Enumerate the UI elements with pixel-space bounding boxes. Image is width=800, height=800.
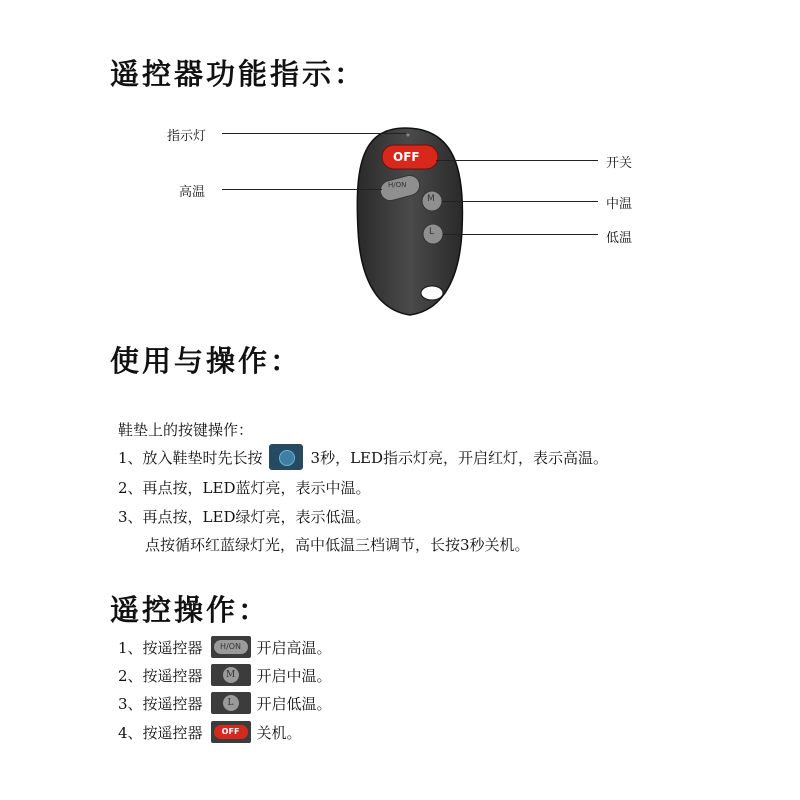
switch-leader-line: [436, 160, 598, 161]
remote-functions-heading: 遥控器功能指示：: [110, 57, 367, 91]
usage-heading: 使用与操作：: [110, 344, 303, 378]
l-button-icon: [211, 692, 251, 714]
remote-op-4: [118, 719, 302, 745]
off-button-icon: [211, 721, 251, 743]
low-temp-label: 低温: [606, 231, 633, 246]
usage-note-text: 点按循环红蓝绿灯光，高中低温三档调节，长按3秒关机。: [145, 535, 530, 554]
usage-step-2: [118, 474, 370, 500]
m-button-label: M: [427, 194, 435, 204]
mid-temp-label: 中温: [606, 197, 633, 212]
usage-intro-text: 鞋垫上的按键操作：: [118, 420, 254, 439]
remote-op-2: [118, 662, 332, 688]
usage-intro: [118, 416, 253, 442]
off-icon-label: OFF: [214, 725, 248, 739]
remote-op-1: [118, 634, 332, 660]
indicator-leader-line: [222, 133, 406, 134]
remote-op-3: [118, 690, 332, 716]
h-on-icon-label: H/ON: [214, 640, 248, 654]
l-icon-label: L: [223, 695, 239, 711]
remote-op-2-suffix: 开启中温。: [256, 666, 332, 685]
remote-op-3-suffix: 开启低温。: [256, 694, 332, 713]
remote-control-image: [0, 0, 800, 330]
remote-op-2-prefix: 2、按遥控器: [118, 666, 203, 685]
usage-step-1: [118, 444, 608, 470]
high-temp-leader-line: [222, 189, 382, 190]
switch-label: 开关: [606, 156, 633, 171]
usage-step-1-text-a: 1、放入鞋垫时先长按: [118, 448, 263, 467]
usage-step-3-text: 3、再点按，LED绿灯亮，表示低温。: [118, 507, 371, 526]
usage-note: [145, 531, 530, 557]
usage-step-1-text-b: 3秒，LED指示灯亮，开启红灯，表示高温。: [310, 448, 609, 467]
m-button-icon: [211, 664, 251, 686]
remote-op-3-prefix: 3、按遥控器: [118, 694, 203, 713]
mid-temp-leader-line: [442, 201, 598, 202]
indicator-label: 指示灯: [167, 129, 207, 144]
usage-step-2-text: 2、再点按，LED蓝灯亮，表示中温。: [118, 478, 371, 497]
remote-op-1-suffix: 开启高温。: [256, 638, 332, 657]
high-temp-label: 高温: [179, 185, 206, 200]
remote-op-4-suffix: 关机。: [256, 723, 302, 742]
h-on-button-icon: [211, 636, 251, 658]
low-temp-leader-line: [443, 234, 598, 235]
l-button-label: L: [429, 227, 435, 237]
m-icon-label: M: [223, 667, 239, 683]
remote-ops-heading: 遥控操作：: [110, 593, 271, 627]
remote-diagram: [0, 0, 800, 330]
off-button-label: OFF: [393, 150, 420, 164]
remote-op-4-prefix: 4、按遥控器: [118, 723, 203, 742]
power-button-icon: [269, 444, 303, 470]
remote-op-1-prefix: 1、按遥控器: [118, 638, 203, 657]
h-on-button-label: H/ON: [388, 181, 407, 189]
usage-step-3: [118, 503, 370, 529]
